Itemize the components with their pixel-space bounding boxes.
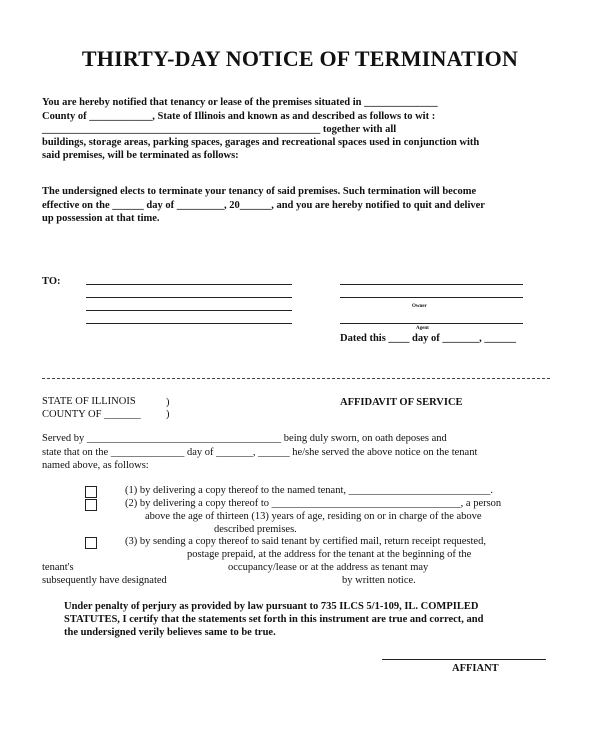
- to-label: TO:: [42, 276, 61, 287]
- to-address-line-2[interactable]: [86, 297, 292, 298]
- document-title: THIRTY-DAY NOTICE OF TERMINATION: [81, 46, 519, 71]
- section-divider: [42, 378, 550, 379]
- election-line-1: The undersigned elects to terminate your tenancy of said premises. Such termination will become: [42, 186, 477, 197]
- option-3-text-d-right: by written notice.: [342, 575, 416, 586]
- state-bracket: ): [166, 397, 170, 408]
- option-3-checkbox[interactable]: [85, 537, 97, 549]
- state-label: STATE OF ILLINOIS: [42, 396, 136, 407]
- option-1-text: (1) by delivering a copy thereof to the named tenant, ___________________________.: [125, 485, 494, 496]
- dated-line: Dated this ____ day of _______, ______: [340, 333, 516, 344]
- option-1-checkbox[interactable]: [85, 486, 97, 498]
- option-3-text-a: (3) by sending a copy thereof to said tenant by certified mail, return receipt requested,: [125, 536, 486, 547]
- served-line-3: named above, as follows:: [42, 460, 149, 471]
- perjury-line-2: STATUTES, I certify that the statements set forth in this instrument are true and correct, and: [64, 614, 484, 625]
- option-3-text-d-left: subsequently have designated: [42, 575, 167, 586]
- option-2-text-a: (2) by delivering a copy thereof to ____________________________________, a person: [125, 498, 502, 509]
- to-address-line-3[interactable]: [86, 310, 292, 311]
- affidavit-title: AFFIDAVIT OF SERVICE: [340, 397, 463, 408]
- option-2-checkbox[interactable]: [85, 499, 97, 511]
- notice-line-1: You are hereby notified that tenancy or lease of the premises situated in ______________: [42, 97, 438, 108]
- agent-signature-line[interactable]: [340, 323, 523, 324]
- notice-line-3: _____________________________________________________ together with all: [42, 124, 397, 135]
- notice-line-2: County of ____________, State of Illinois and known as and described as follows to wit :: [42, 111, 436, 122]
- owner-label: Owner: [412, 304, 427, 309]
- agent-label: Agent: [416, 326, 429, 331]
- option-3-text-c-right: occupancy/lease or at the address as tenant may: [228, 562, 429, 573]
- affiant-signature-line[interactable]: [382, 659, 546, 660]
- election-line-2: effective on the ______ day of _________, 20______, and you are hereby notified to quit and deliver: [42, 200, 485, 211]
- to-address-line-1[interactable]: [86, 284, 292, 285]
- to-address-line-4[interactable]: [86, 323, 292, 324]
- affiant-label: AFFIANT: [452, 663, 499, 674]
- option-2-text-c: described premises.: [214, 524, 297, 535]
- option-3-text-c-left: tenant's: [42, 562, 74, 573]
- served-line-2: state that on the ______________ day of _______, ______ he/she served the above notice on the tenant: [42, 447, 478, 458]
- county-label: COUNTY OF _______: [42, 409, 141, 420]
- notice-line-4: buildings, storage areas, parking spaces, garages and recreational spaces used in conjunction with: [42, 137, 480, 148]
- election-line-3: up possession at that time.: [42, 213, 160, 224]
- owner-line-1[interactable]: [340, 284, 523, 285]
- option-3-text-b: postage prepaid, at the address for the tenant at the beginning of the: [187, 549, 472, 560]
- county-bracket: ): [166, 409, 170, 420]
- served-line-1: Served by _____________________________________ being duly sworn, on oath deposes and: [42, 433, 447, 444]
- perjury-line-3: the undersigned verily believes same to be true.: [64, 627, 276, 638]
- option-2-text-b: above the age of thirteen (13) years of age, residing on or in charge of the above: [145, 511, 482, 522]
- perjury-line-1: Under penalty of perjury as provided by law pursuant to 735 ILCS 5/1-109, IL. COMPILED: [64, 601, 479, 612]
- owner-signature-line[interactable]: [340, 297, 523, 298]
- notice-line-5: said premises, will be terminated as follows:: [42, 150, 239, 161]
